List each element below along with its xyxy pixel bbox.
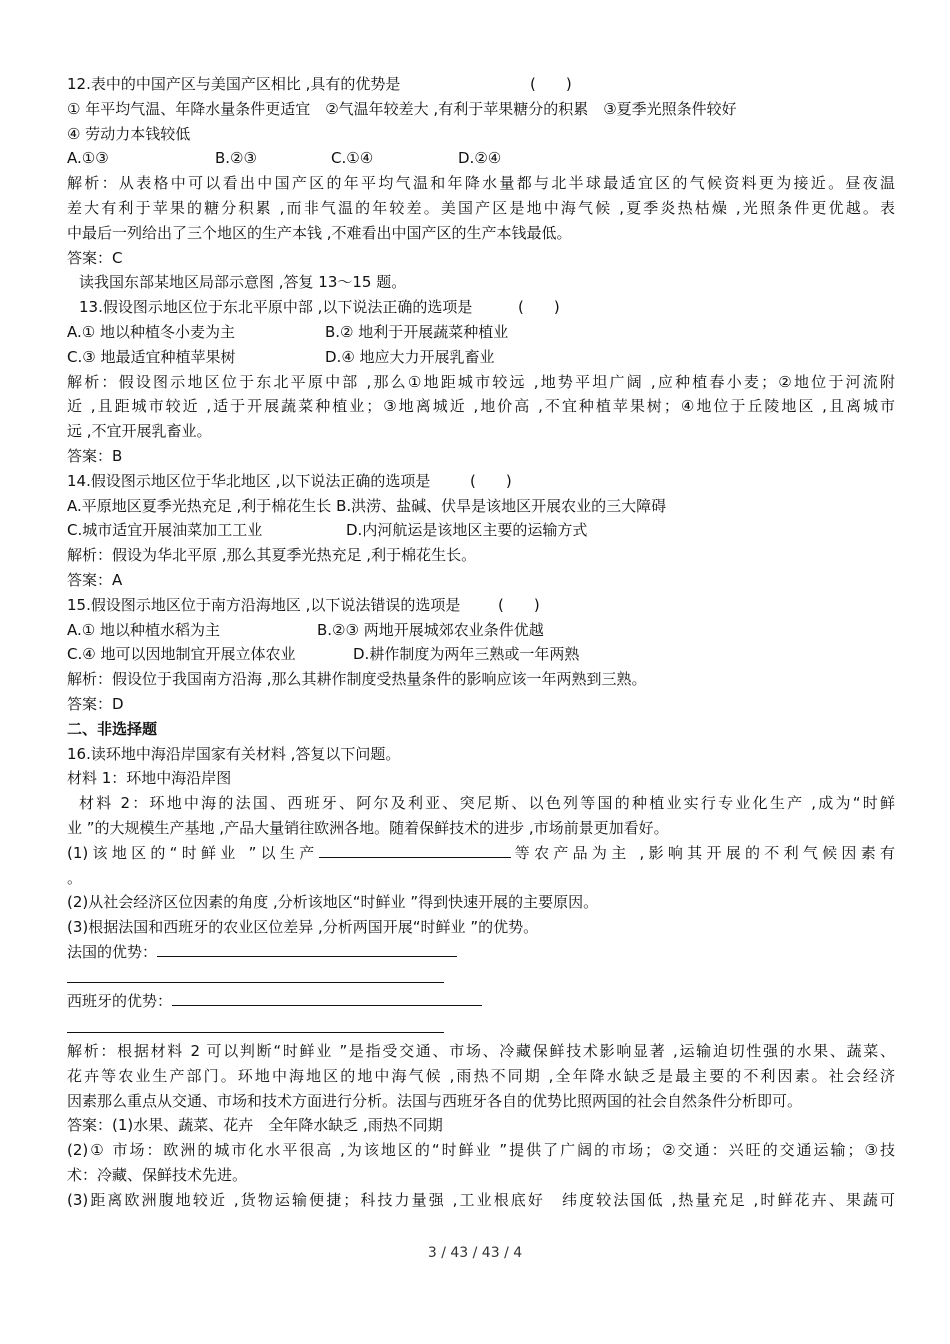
q13-options-cd bbox=[67, 345, 895, 370]
q16-sub1 bbox=[67, 841, 895, 866]
intro-13-15: 读我国东部某地区局部示意图 ,答复 13～15 题。 bbox=[79, 273, 407, 292]
q13-answer: 答案：B bbox=[67, 446, 123, 465]
q16-sub1-end: 。 bbox=[67, 868, 83, 887]
q12-items-1: ① 年平均气温、年降水量条件更适宜 ②气温年较差大 ,有利于苹果糖分的积累 ③夏季光照条件较好 bbox=[67, 99, 737, 118]
q14-analysis: 解析：假设为华北平原 ,那么其夏季光热充足 ,利于棉花生长。 bbox=[67, 546, 477, 565]
q13-option-b: B.② 地利于开展蔬菜种植业 bbox=[325, 322, 509, 341]
q13-analysis-1: 解析：假设图示地区位于东北平原中部 ,那么①地距城市较远 ,地势平坦广阔 ,应种植春小麦；②地位于河流附 bbox=[67, 372, 895, 391]
section-title: 二、非选择题 bbox=[67, 719, 158, 738]
q14-options-ab: A.平原地区夏季光热充足 ,利于棉花生长 B.洪涝、盐碱、伏旱是该地区开展农业的三大障碍 bbox=[67, 496, 667, 515]
q12-items-2: ④ 劳动力本钱较低 bbox=[67, 124, 191, 143]
q15-option-d: D.耕作制度为两年三熟或一年两熟 bbox=[353, 645, 580, 664]
spain-advantage-label: 西班牙的优势： bbox=[67, 992, 173, 1011]
q15-stem-line bbox=[67, 593, 895, 618]
q16-answer-3: (3)距离欧洲腹地较近 ,货物运输便捷；科技力量强 ,工业根底好 纬度较法国低 ,热量充足 ,时鲜花卉、果蔬可 bbox=[67, 1190, 895, 1209]
q16-sub1-pre: (1)该地区的“时鲜业 ”以生产 bbox=[67, 843, 319, 862]
document-body bbox=[67, 72, 895, 1213]
france-advantage-blank[interactable] bbox=[157, 940, 457, 957]
page-footer: 3 / 43 / 43 / 4 bbox=[427, 1245, 523, 1261]
q12-option-b: B.②③ bbox=[215, 149, 257, 168]
q15-analysis: 解析：假设位于我国南方沿海 ,那么其耕作制度受热量条件的影响应该一年两熟到三熟。 bbox=[67, 670, 647, 689]
q16-answer-1: 答案：(1)水果、蔬菜、花卉 全年降水缺乏 ,雨热不同期 bbox=[67, 1116, 443, 1135]
q13-options-ab bbox=[67, 320, 895, 345]
q13-answer-paren: ( ) bbox=[517, 298, 560, 317]
q14-stem-line bbox=[67, 469, 895, 494]
q15-options-ab bbox=[67, 618, 895, 643]
q16-sub2: (2)从社会经济区位因素的角度 ,分析该地区“时鲜业 ”得到快速开展的主要原因。 bbox=[67, 893, 599, 912]
q13-option-c: C.③ 地最适宜种植苹果树 bbox=[67, 347, 236, 366]
q13-analysis-3: 远 ,不宜开展乳畜业。 bbox=[67, 422, 212, 441]
q12-option-c: C.①④ bbox=[331, 149, 374, 168]
q13-option-d: D.④ 地应大力开展乳畜业 bbox=[325, 347, 495, 366]
q14-stem: 14.假设图示地区位于华北地区 ,以下说法正确的选项是 bbox=[67, 471, 431, 490]
q16-analysis-3: 因素那么重点从交通、市场和技术方面进行分析。法国与西班牙各自的优势比照两国的社会自然条件分析即可。 bbox=[67, 1091, 803, 1110]
q12-answer: 答案：C bbox=[67, 248, 123, 267]
q14-option-d: D.内河航运是该地区主要的运输方式 bbox=[346, 521, 588, 540]
q12-analysis-1: 解析：从表格中可以看出中国产区的年平均气温和年降水量都与北半球最适宜区的气候资料更为接近。昼夜温 bbox=[67, 174, 895, 193]
france-advantage-label: 法国的优势： bbox=[67, 942, 158, 961]
q14-options-cd bbox=[67, 518, 895, 543]
q16-analysis-1: 解析：根据材料 2 可以判断“时鲜业 ”是指受交通、市场、冷藏保鲜技术影响显著 ,运输迫切性强的水果、蔬菜、 bbox=[67, 1042, 895, 1061]
q16-sub3: (3)根据法国和西班牙的农业区位差异 ,分析两国开展“时鲜业 ”的优势。 bbox=[67, 918, 539, 937]
q15-options-cd bbox=[67, 642, 895, 667]
q14-option-c: C.城市适宜开展油菜加工工业 bbox=[67, 521, 263, 540]
q14-answer: 答案：A bbox=[67, 570, 123, 589]
q16-material-2-line1: 材料 2：环地中海的法国、西班牙、阿尔及利亚、突尼斯、以色列等国的种植业实行专业化生产 ,成为“时鲜 bbox=[79, 794, 895, 813]
q15-option-c: C.④ 地可以因地制宜开展立体农业 bbox=[67, 645, 296, 664]
q12-option-a: A.①③ bbox=[67, 149, 109, 168]
q16-sub1-blank[interactable] bbox=[319, 841, 511, 858]
q13-stem: 13.假设图示地区位于东北平原中部 ,以下说法正确的选项是 bbox=[79, 298, 473, 317]
q15-stem: 15.假设图示地区位于南方沿海地区 ,以下说法错误的选项是 bbox=[67, 595, 461, 614]
france-advantage-blank-2[interactable] bbox=[67, 965, 895, 990]
france-advantage-line bbox=[67, 940, 895, 965]
q13-option-a: A.① 地以种植冬小麦为主 bbox=[67, 322, 235, 341]
q13-stem-line bbox=[67, 295, 895, 320]
q12-stem-line bbox=[67, 72, 895, 97]
q12-analysis-2: 差大有利于苹果的糖分积累 ,而非气温的年较差。美国产区是地中海气候 ,夏季炎热枯燥 ,光照条件更优越。表 bbox=[67, 198, 895, 217]
q16-analysis-2: 花卉等农业生产部门。环地中海地区的地中海气候 ,雨热不同期 ,全年降水缺乏是最主要的不利因素。社会经济 bbox=[67, 1066, 895, 1085]
q15-option-a: A.① 地以种植水稻为主 bbox=[67, 620, 220, 639]
q16-stem: 16.读环地中海沿岸国家有关材料 ,答复以下问题。 bbox=[67, 744, 401, 763]
q13-analysis-2: 近 ,且距城市较近 ,适于开展蔬菜种植业；③地离城近 ,地价高 ,不宜种植苹果树；④地位于丘陵地区 ,且离城市 bbox=[67, 397, 895, 416]
q16-material-1: 材料 1：环地中海沿岸图 bbox=[67, 769, 232, 788]
q15-answer: 答案：D bbox=[67, 694, 124, 713]
q15-option-b: B.②③ 两地开展城郊农业条件优越 bbox=[317, 620, 544, 639]
q12-answer-paren: ( ) bbox=[529, 75, 572, 93]
q16-sub1-post: 等农产品为主 ,影响其开展的不利气候因素有 bbox=[510, 843, 895, 862]
q12-stem: 12.表中的中国产区与美国产区相比 ,具有的优势是 bbox=[67, 75, 401, 93]
q16-answer-2-line2: 术：冷藏、保鲜技术先进。 bbox=[67, 1166, 248, 1185]
q15-answer-paren: ( ) bbox=[497, 595, 540, 614]
q12-analysis-3: 中最后一列给出了三个地区的生产本钱 ,不难看出中国产区的生产本钱最低。 bbox=[67, 223, 572, 242]
spain-advantage-blank[interactable] bbox=[172, 989, 482, 1006]
spain-advantage-line bbox=[67, 989, 895, 1014]
q14-answer-paren: ( ) bbox=[469, 471, 512, 490]
q12-option-d: D.②④ bbox=[458, 149, 502, 168]
q16-material-2-line2: 业 ”的大规模生产基地 ,产品大量销往欧洲各地。随着保鲜技术的进步 ,市场前景更加看好。 bbox=[67, 818, 669, 837]
spain-advantage-blank-2[interactable] bbox=[67, 1014, 895, 1039]
q12-options bbox=[67, 146, 895, 171]
q16-answer-2-line1: (2)① 市场：欧洲的城市化水平很高 ,为该地区的“时鲜业 ”提供了广阔的市场；②交通：兴旺的交通运输；③技 bbox=[67, 1141, 895, 1160]
